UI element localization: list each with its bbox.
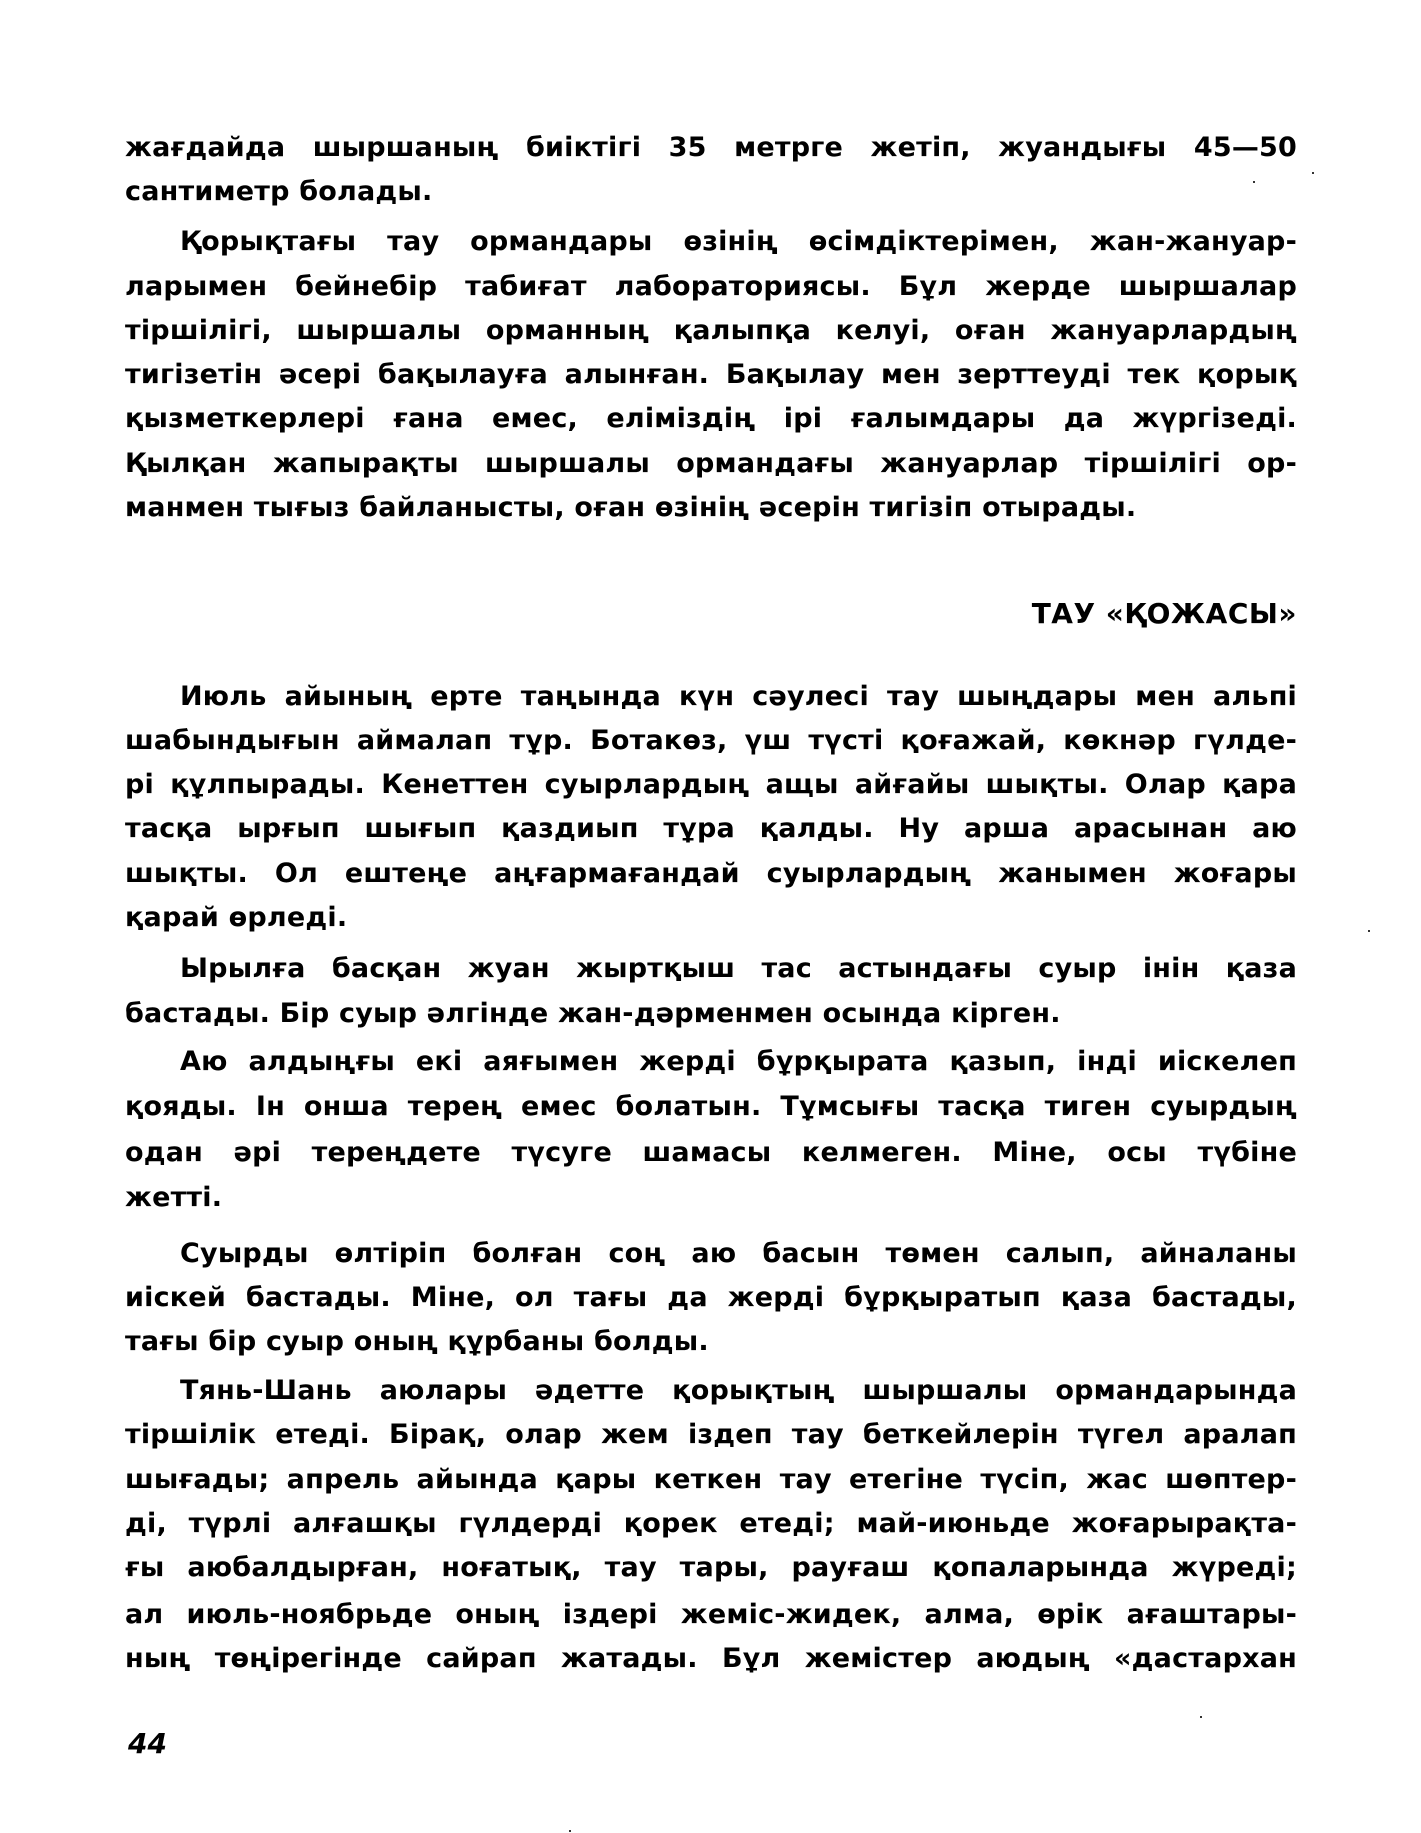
page-number: 44 — [128, 1727, 167, 1760]
text-line: Ырылға басқан жуан жыртқыш тас астындағы суыр інін қаза — [180, 953, 1297, 984]
text-line: Июль айының ерте таңында күн сәулесі тау шыңдары мен альпі — [180, 681, 1297, 712]
text-line: одан әрі тереңдете түсуге шамасы келмеген. Міне, осы түбіне — [125, 1137, 1297, 1168]
text-line: ның төңірегінде сайрап жатады. Бұл жемістер аюдың «дастархан — [125, 1643, 1297, 1674]
scan-speck — [1200, 1716, 1202, 1718]
scan-speck — [1368, 930, 1370, 932]
text-line: рі құлпырады. Кенеттен суырлардың ащы айғайы шықты. Олар қара — [125, 769, 1297, 800]
text-line: бастады. Бір суыр әлгінде жан-дәрменмен осында кірген. — [125, 998, 1061, 1029]
text-line: ді, түрлі алғашқы гүлдерді қорек етеді; май-июньде жоғарырақта- — [125, 1508, 1297, 1539]
text-line: иіскей бастады. Міне, ол тағы да жерді бұрқыратып қаза бастады, — [125, 1282, 1297, 1313]
text-line: Суырды өлтіріп болған соң аю басын төмен салып, айналаны — [180, 1238, 1297, 1269]
text-line: Қылқан жапырақты шыршалы ормандағы жануарлар тіршілігі ор- — [125, 448, 1297, 479]
text-line: сантиметр болады. — [125, 176, 433, 207]
text-line: тигізетін әсері бақылауға алынған. Бақылау мен зерттеуді тек қорық — [125, 359, 1297, 390]
text-line: ал июль-ноябрьде оның іздері жеміс-жидек, алма, өрік ағаштары- — [125, 1599, 1297, 1630]
scan-speck — [569, 1830, 571, 1832]
text-line: манмен тығыз байланысты, оған өзінің әсерін тигізіп отырады. — [125, 492, 1137, 523]
text-line: Қорықтағы тау ормандары өзінің өсімдіктерімен, жан-жануар- — [180, 226, 1297, 257]
text-line: шықты. Ол ештеңе аңғармағандай суырлардың жанымен жоғары — [125, 858, 1297, 889]
text-line: жағдайда шыршаның биіктігі 35 метрге жетіп, жуандығы 45—50 — [125, 132, 1297, 163]
text-line: қарай өрледі. — [125, 902, 348, 933]
text-line: қояды. Ін онша терең емес болатын. Тұмсығы тасқа тиген суырдың — [125, 1091, 1297, 1122]
scan-speck — [1312, 172, 1314, 174]
scan-speck — [1253, 181, 1255, 183]
text-line: шығады; апрель айында қары кеткен тау етегіне түсіп, жас шөптер- — [125, 1464, 1297, 1495]
text-line: шабындығын аймалап тұр. Ботакөз, үш түсті қоғажай, көкнәр гүлде- — [125, 725, 1297, 756]
text-line: жетті. — [125, 1182, 223, 1213]
text-line: ларымен бейнебір табиғат лабораториясы. Бұл жерде шыршалар — [125, 271, 1297, 302]
text-line: тасқа ырғып шығып қаздиып тұра қалды. Ну арша арасынан аю — [125, 813, 1297, 844]
text-line: Аю алдыңғы екі аяғымен жерді бұрқырата қазып, інді иіскелеп — [180, 1046, 1297, 1077]
text-line: Тянь-Шань аюлары әдетте қорықтың шыршалы ормандарында — [180, 1375, 1297, 1406]
section-heading: ТАУ «ҚОЖАСЫ» — [1031, 597, 1297, 630]
text-line: ғы аюбалдырған, ноғатық, тау тары, рауғаш қопаларында жүреді; — [125, 1552, 1297, 1583]
text-line: тіршілігі, шыршалы орманның қалыпқа келуі, оған жануарлардың — [125, 315, 1297, 346]
text-line: қызметкерлері ғана емес, еліміздің ірі ғалымдары да жүргізеді. — [125, 403, 1297, 434]
text-line: тағы бір суыр оның құрбаны болды. — [125, 1326, 709, 1357]
text-line: тіршілік етеді. Бірақ, олар жем іздеп тау беткейлерін түгел аралап — [125, 1419, 1297, 1450]
